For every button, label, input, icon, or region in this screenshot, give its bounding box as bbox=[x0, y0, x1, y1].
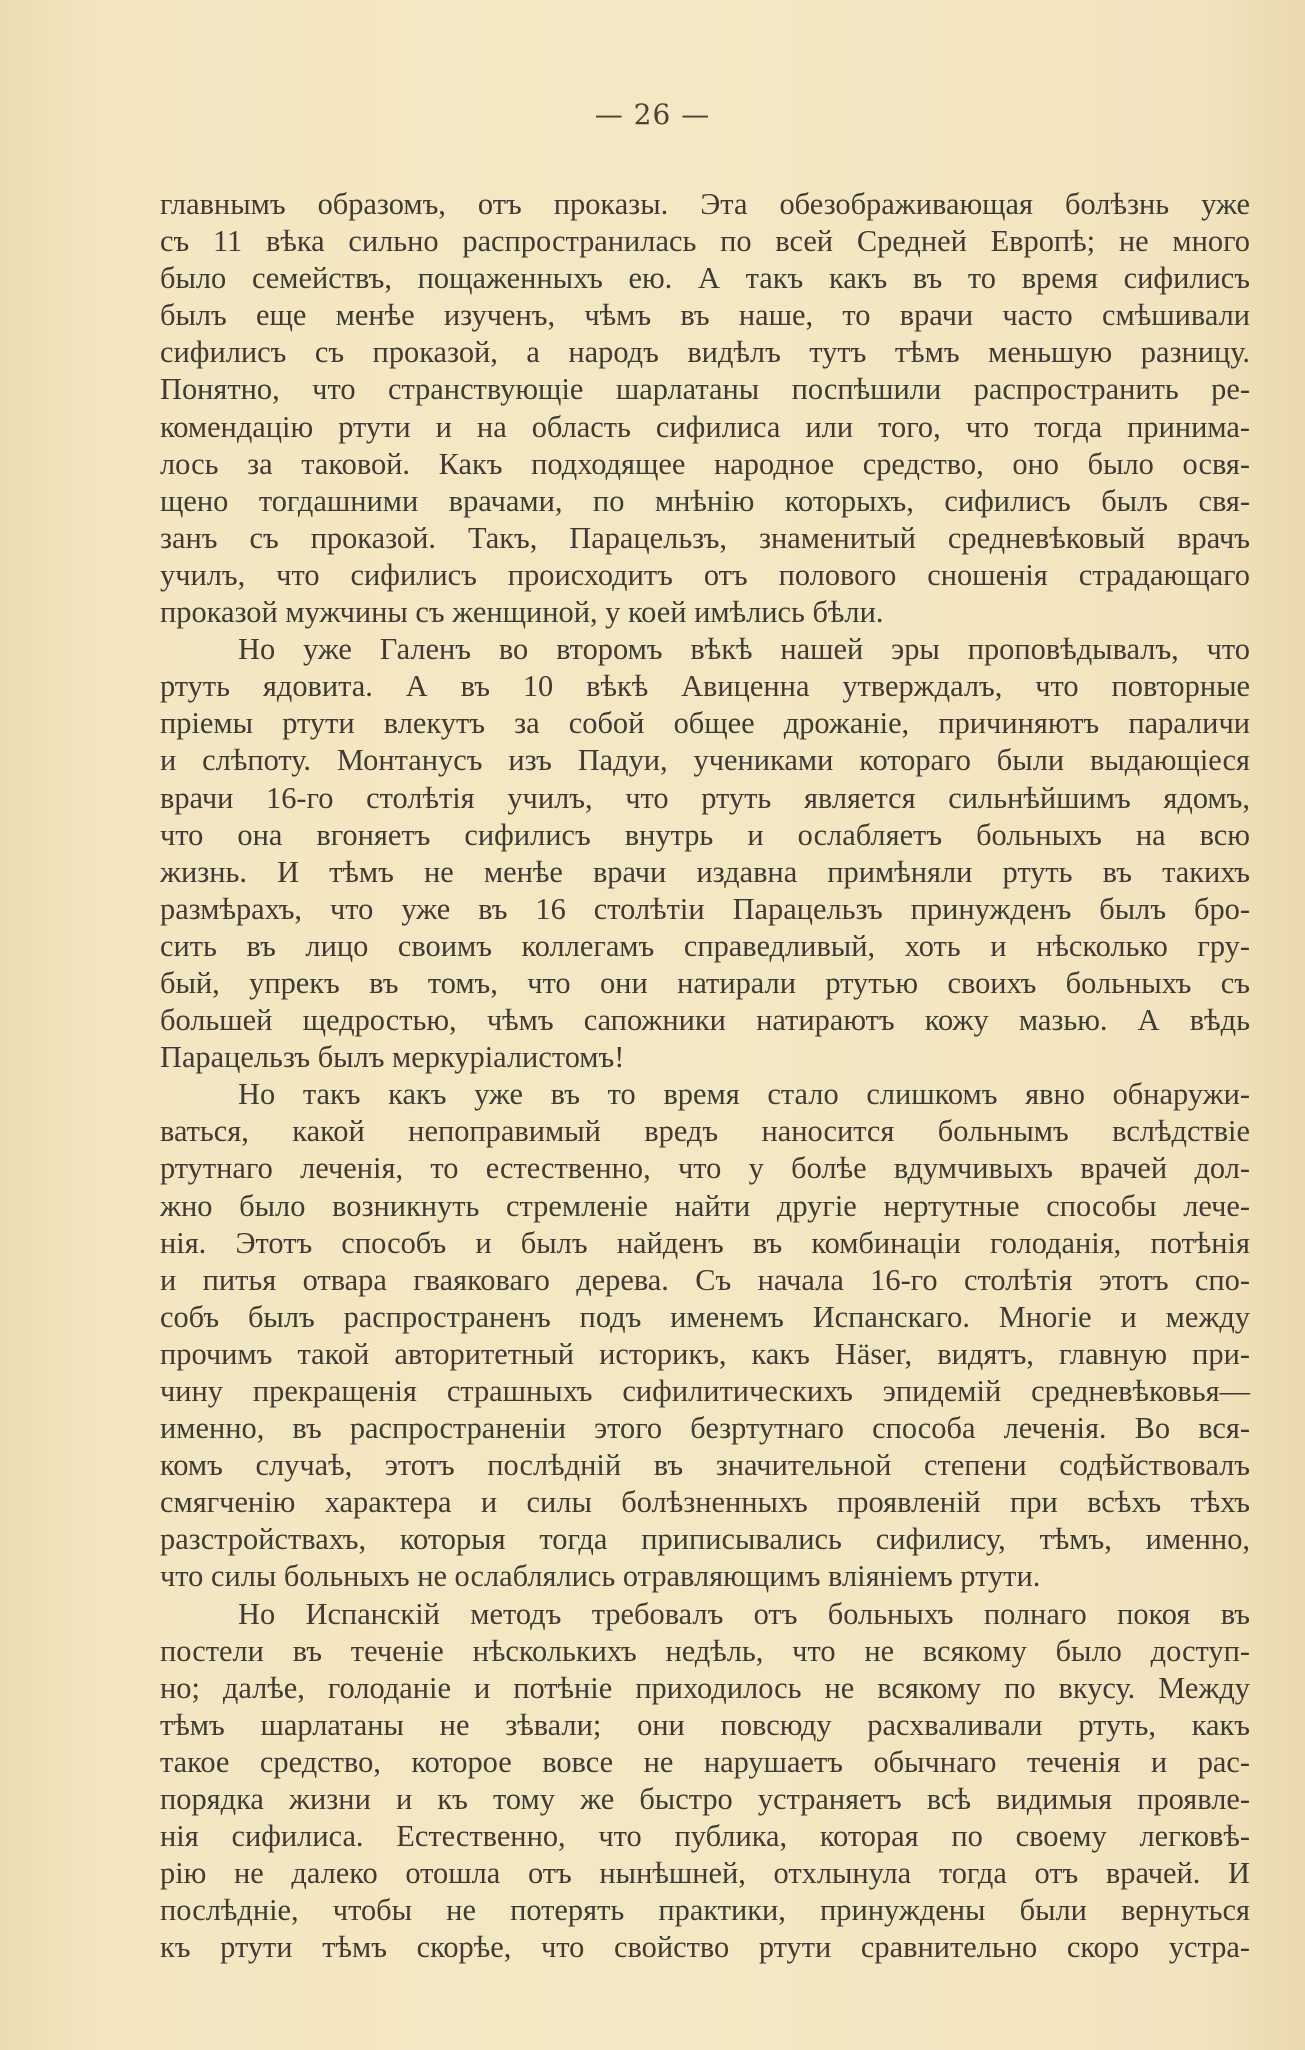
text-line: съ 11 вѣка сильно распространилась по всей Средней Европѣ; не много bbox=[160, 224, 1250, 259]
text-line: щено тогдашними врачами, по мнѣнію которыхъ, сифилисъ былъ свя- bbox=[160, 483, 1250, 518]
text-line: Но Испанскій методъ требовалъ отъ больныхъ полнаго покоя въ bbox=[238, 1596, 1250, 1631]
page-number: — 26 — bbox=[594, 98, 711, 131]
text-line: чину прекращенія страшныхъ сифилитическихъ эпидемій средневѣковья— bbox=[160, 1374, 1250, 1408]
text-line: Понятно, что странствующіе шарлатаны поспѣшили распространить ре- bbox=[160, 372, 1250, 407]
text-line: порядка жизни и къ тому же быстро устраняетъ всѣ видимыя проявле- bbox=[160, 1782, 1250, 1817]
text-line: было семействъ, пощаженныхъ ею. А такъ какъ въ то время сифилисъ bbox=[160, 261, 1250, 296]
text-line: тѣмъ шарлатаны не зѣвали; они повсюду расхваливали ртуть, какъ bbox=[160, 1707, 1250, 1742]
text-line: нія сифилиса. Естественно, что публика, которая по своему легковѣ- bbox=[160, 1819, 1250, 1854]
text-line: былъ еще менѣе изученъ, чѣмъ въ наше, то врачи часто смѣшивали bbox=[160, 298, 1250, 333]
text-line: разстройствахъ, которыя тогда приписывались сифилису, тѣмъ, именно, bbox=[160, 1522, 1250, 1557]
text-line: Но уже Галенъ во второмъ вѣкѣ нашей эры проповѣдывалъ, что bbox=[238, 632, 1250, 667]
text-line: проказой мужчины съ женщиной, у коей имѣлись бѣли. bbox=[160, 595, 884, 630]
text-line: большей щедростью, чѣмъ сапожники натираютъ кожу мазью. А вѣдь bbox=[160, 1003, 1250, 1038]
body-text bbox=[160, 186, 1250, 1967]
text-line: ваться, какой непоправимый вредъ наносится больнымъ вслѣдствіе bbox=[160, 1114, 1250, 1149]
text-line: врачи 16-го столѣтія училъ, что ртуть является сильнѣйшимъ ядомъ, bbox=[160, 780, 1250, 815]
text-line: что силы больныхъ не ослаблялись отравляющимъ вліяніемъ ртути. bbox=[160, 1559, 1041, 1594]
text-line: къ ртути тѣмъ скорѣе, что свойство ртути сравнительно скоро устра- bbox=[160, 1930, 1250, 1965]
text-line: но; далѣе, голоданіе и потѣніе приходилось не всякому по вкусу. Между bbox=[160, 1670, 1250, 1705]
text-line: прочимъ такой авторитетный историкъ, какъ Häser, видятъ, главную при- bbox=[160, 1336, 1250, 1371]
text-line: постели въ теченіе нѣсколькихъ недѣль, что не всякому было доступ- bbox=[160, 1633, 1250, 1668]
text-line: размѣрахъ, что уже въ 16 столѣтіи Парацельзъ принужденъ былъ бро- bbox=[160, 891, 1250, 926]
text-line: такое средство, которое вовсе не нарушаетъ обычнаго теченія и рас- bbox=[160, 1744, 1250, 1779]
text-line: занъ съ проказой. Такъ, Парацельзъ, знаменитый средневѣковый врачъ bbox=[160, 520, 1250, 555]
text-line: послѣдніе, чтобы не потерять практики, принуждены были вернуться bbox=[160, 1893, 1250, 1928]
text-line: рію не далеко отошла отъ нынѣшней, отхлынула тогда отъ врачей. И bbox=[160, 1856, 1250, 1891]
text-line: и слѣпоту. Монтанусъ изъ Падуи, учениками котораго были выдающіеся bbox=[160, 743, 1250, 778]
text-line: сифилисъ съ проказой, а народъ видѣлъ тутъ тѣмъ меньшую разницу. bbox=[160, 335, 1250, 370]
text-line: комендацію ртути и на область сифилиса или того, что тогда принима- bbox=[160, 409, 1250, 444]
text-line: бый, упрекъ въ томъ, что они натирали ртутью своихъ больныхъ съ bbox=[160, 965, 1250, 1000]
text-line: собъ былъ распространенъ подъ именемъ Испанскаго. Многіе и между bbox=[160, 1299, 1250, 1334]
text-line: именно, въ распространеніи этого безртутнаго способа леченія. Во вся- bbox=[160, 1411, 1250, 1446]
text-line: Парацельзъ былъ меркуріалистомъ! bbox=[160, 1040, 625, 1075]
text-line: ртутнаго леченія, то естественно, что у болѣе вдумчивыхъ врачей дол- bbox=[160, 1151, 1250, 1186]
text-line: жизнь. И тѣмъ не менѣе врачи издавна примѣняли ртуть въ такихъ bbox=[160, 854, 1250, 889]
text-line: училъ, что сифилисъ происходитъ отъ полового сношенія страдающаго bbox=[160, 557, 1250, 592]
text-line: сить въ лицо своимъ коллегамъ справедливый, хоть и нѣсколько гру- bbox=[160, 928, 1250, 963]
text-line: лось за таковой. Какъ подходящее народное средство, оно было освя- bbox=[160, 446, 1250, 481]
text-line: нія. Этотъ способъ и былъ найденъ въ комбинаціи голоданія, потѣнія bbox=[160, 1225, 1250, 1260]
text-line: смягченію характера и силы болѣзненныхъ проявленій при всѣхъ тѣхъ bbox=[160, 1485, 1250, 1520]
text-line: и питья отвара гваяковаго дерева. Съ начала 16-го столѣтія этотъ спо- bbox=[160, 1262, 1250, 1297]
text-line: комъ случаѣ, этотъ послѣдній въ значительной степени содѣйствовалъ bbox=[160, 1448, 1250, 1483]
text-line: пріемы ртути влекутъ за собой общее дрожаніе, причиняютъ параличи bbox=[160, 706, 1250, 741]
text-line: что она вгоняетъ сифилисъ внутрь и ослабляетъ больныхъ на всю bbox=[160, 817, 1250, 852]
text-line: ртуть ядовита. А въ 10 вѣкѣ Авиценна утверждалъ, что повторные bbox=[160, 669, 1250, 704]
text-line: Но такъ какъ уже въ то время стало слишкомъ явно обнаружи- bbox=[238, 1077, 1250, 1112]
text-line: главнымъ образомъ, отъ проказы. Эта обезображивающая болѣзнь уже bbox=[160, 187, 1250, 221]
text-line: жно было возникнуть стремленіе найти другіе нертутные способы лече- bbox=[160, 1188, 1250, 1223]
